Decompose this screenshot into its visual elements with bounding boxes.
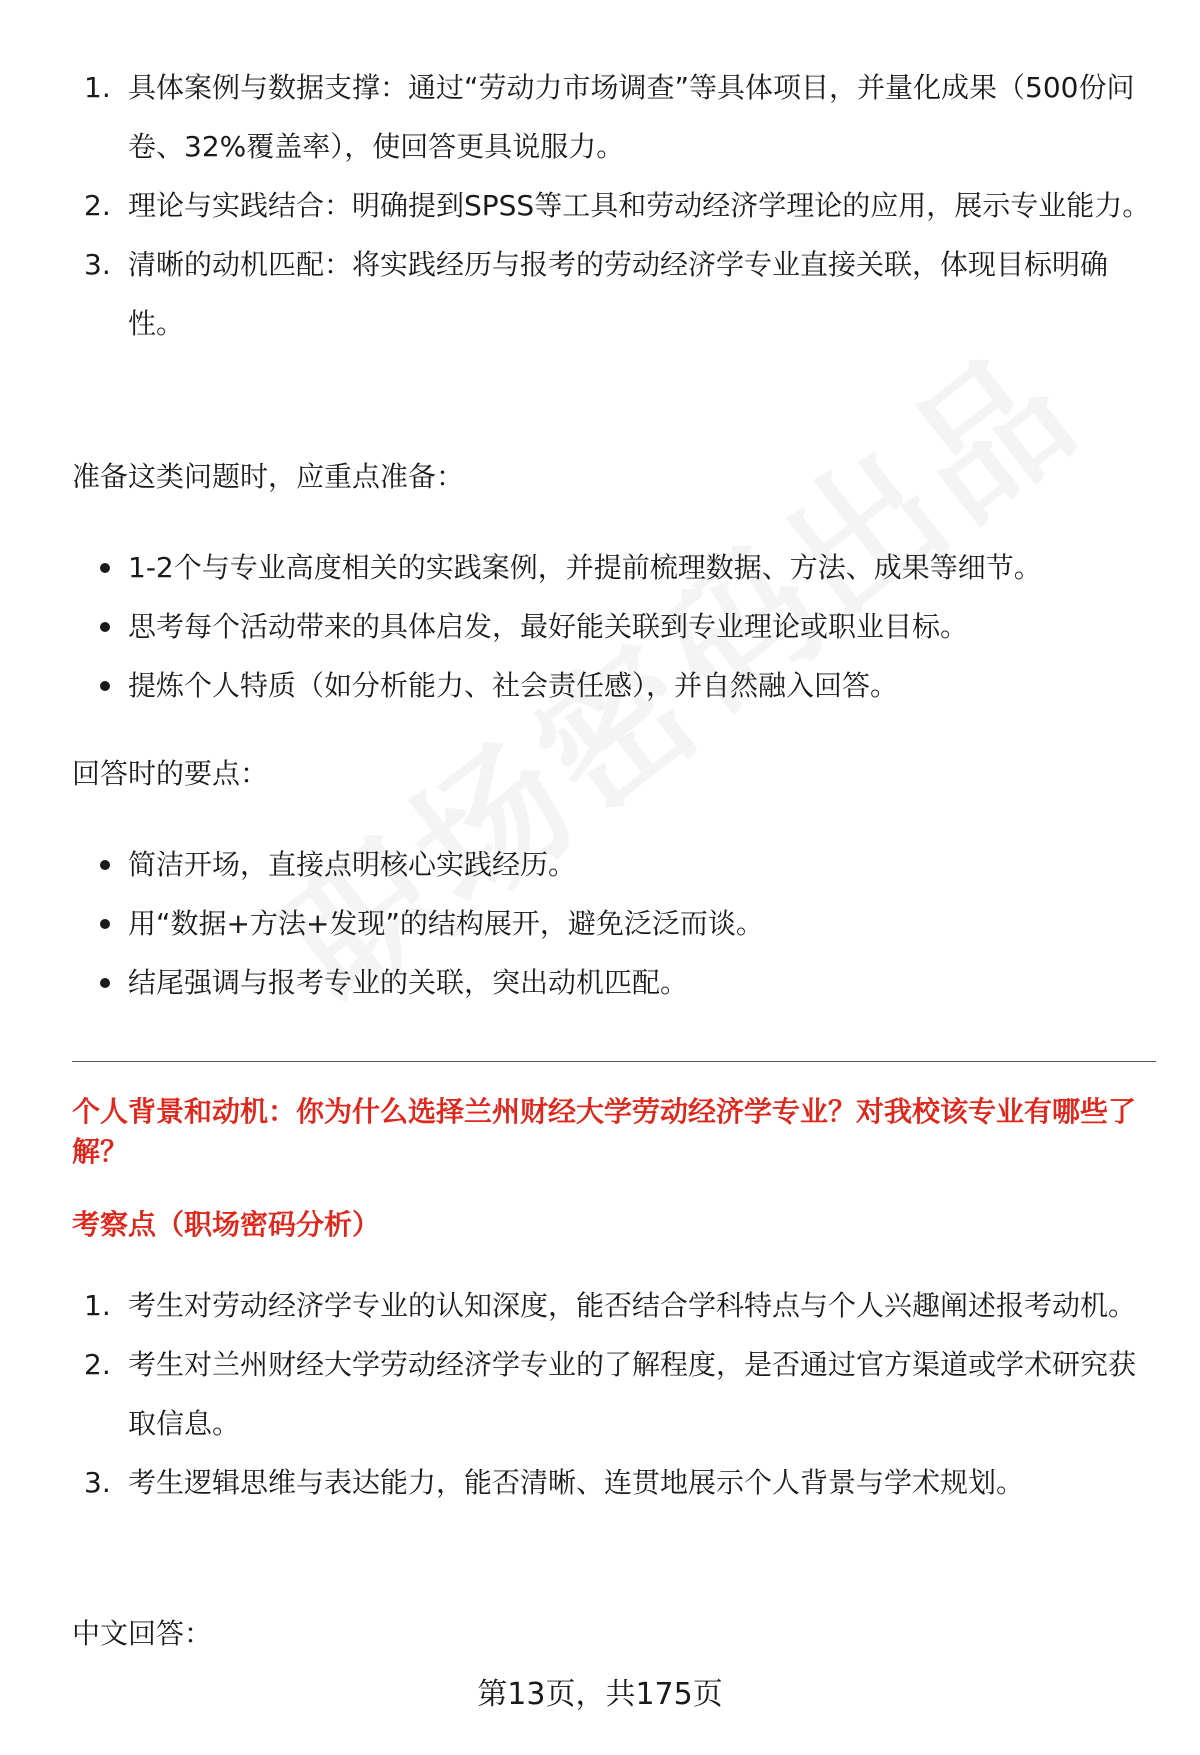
prep-heading: 准备这类问题时，应重点准备： xyxy=(72,460,465,493)
prep-list xyxy=(0,538,1200,715)
focus-list xyxy=(0,1276,1200,1512)
list-item xyxy=(0,656,1200,715)
list-item-text: 1-2个与专业高度相关的实践案例，并提前梳理数据、方法、成果等细节。 xyxy=(128,551,1042,584)
list-item xyxy=(0,235,1200,353)
list-item xyxy=(0,1276,1200,1335)
list-number: 1. xyxy=(84,1289,111,1322)
list-item-text: 考生对劳动经济学专业的认知深度，能否结合学科特点与个人兴趣阐述报考动机。 xyxy=(128,1289,1137,1322)
list-item-text: 结尾强调与报考专业的关联，突出动机匹配。 xyxy=(128,966,689,999)
list-item xyxy=(0,953,1200,1012)
list-item xyxy=(0,597,1200,656)
bullet-icon xyxy=(100,681,110,691)
list-item xyxy=(0,894,1200,953)
list-item-text: 理论与实践结合：明确提到SPSS等工具和劳动经济学理论的应用，展示专业能力。 xyxy=(128,189,1151,222)
bullet-icon xyxy=(100,919,110,929)
list-number: 1. xyxy=(84,71,111,104)
list-item xyxy=(0,176,1200,235)
bullet-icon xyxy=(100,978,110,988)
list-item-text: 考生对兰州财经大学劳动经济学专业的了解程度，是否通过官方渠道或学术研究获取信息。 xyxy=(128,1348,1137,1440)
list-item-text: 思考每个活动带来的具体启发，最好能关联到专业理论或职业目标。 xyxy=(128,610,969,643)
bullet-icon xyxy=(100,622,110,632)
list-number: 2. xyxy=(84,1348,111,1381)
answer-points-list xyxy=(0,835,1200,1012)
list-number: 2. xyxy=(84,189,111,222)
page-footer: 第13页，共175页 xyxy=(477,1677,723,1712)
list-item xyxy=(0,1335,1200,1453)
list-number: 3. xyxy=(84,248,111,281)
list-item-text: 具体案例与数据支撑：通过“劳动力市场调查”等具体项目，并量化成果（500份问卷、32%覆盖率），使回答更具说服力。 xyxy=(128,71,1135,163)
question-title: 个人背景和动机：你为什么选择兰州财经大学劳动经济学专业？对我校该专业有哪些了解？ xyxy=(72,1095,1137,1168)
chinese-answer-heading: 中文回答： xyxy=(72,1617,213,1650)
list-item xyxy=(0,58,1200,176)
list-item-text: 简洁开场，直接点明核心实践经历。 xyxy=(128,848,577,881)
list-item xyxy=(0,1453,1200,1512)
reasons-list xyxy=(0,58,1200,353)
list-item-text: 考生逻辑思维与表达能力，能否清晰、连贯地展示个人背景与学术规划。 xyxy=(128,1466,1025,1499)
list-item xyxy=(0,538,1200,597)
focus-heading: 考察点（职场密码分析） xyxy=(72,1208,381,1241)
list-number: 3. xyxy=(84,1466,111,1499)
bullet-icon xyxy=(100,860,110,870)
list-item xyxy=(0,835,1200,894)
answer-heading: 回答时的要点： xyxy=(72,757,269,790)
list-item-text: 清晰的动机匹配：将实践经历与报考的劳动经济学专业直接关联，体现目标明确性。 xyxy=(128,248,1109,340)
list-item-text: 提炼个人特质（如分析能力、社会责任感），并自然融入回答。 xyxy=(128,669,899,702)
section-divider xyxy=(72,1061,1156,1062)
bullet-icon xyxy=(100,563,110,573)
list-item-text: 用“数据+方法+发现”的结构展开，避免泛泛而谈。 xyxy=(128,907,764,940)
